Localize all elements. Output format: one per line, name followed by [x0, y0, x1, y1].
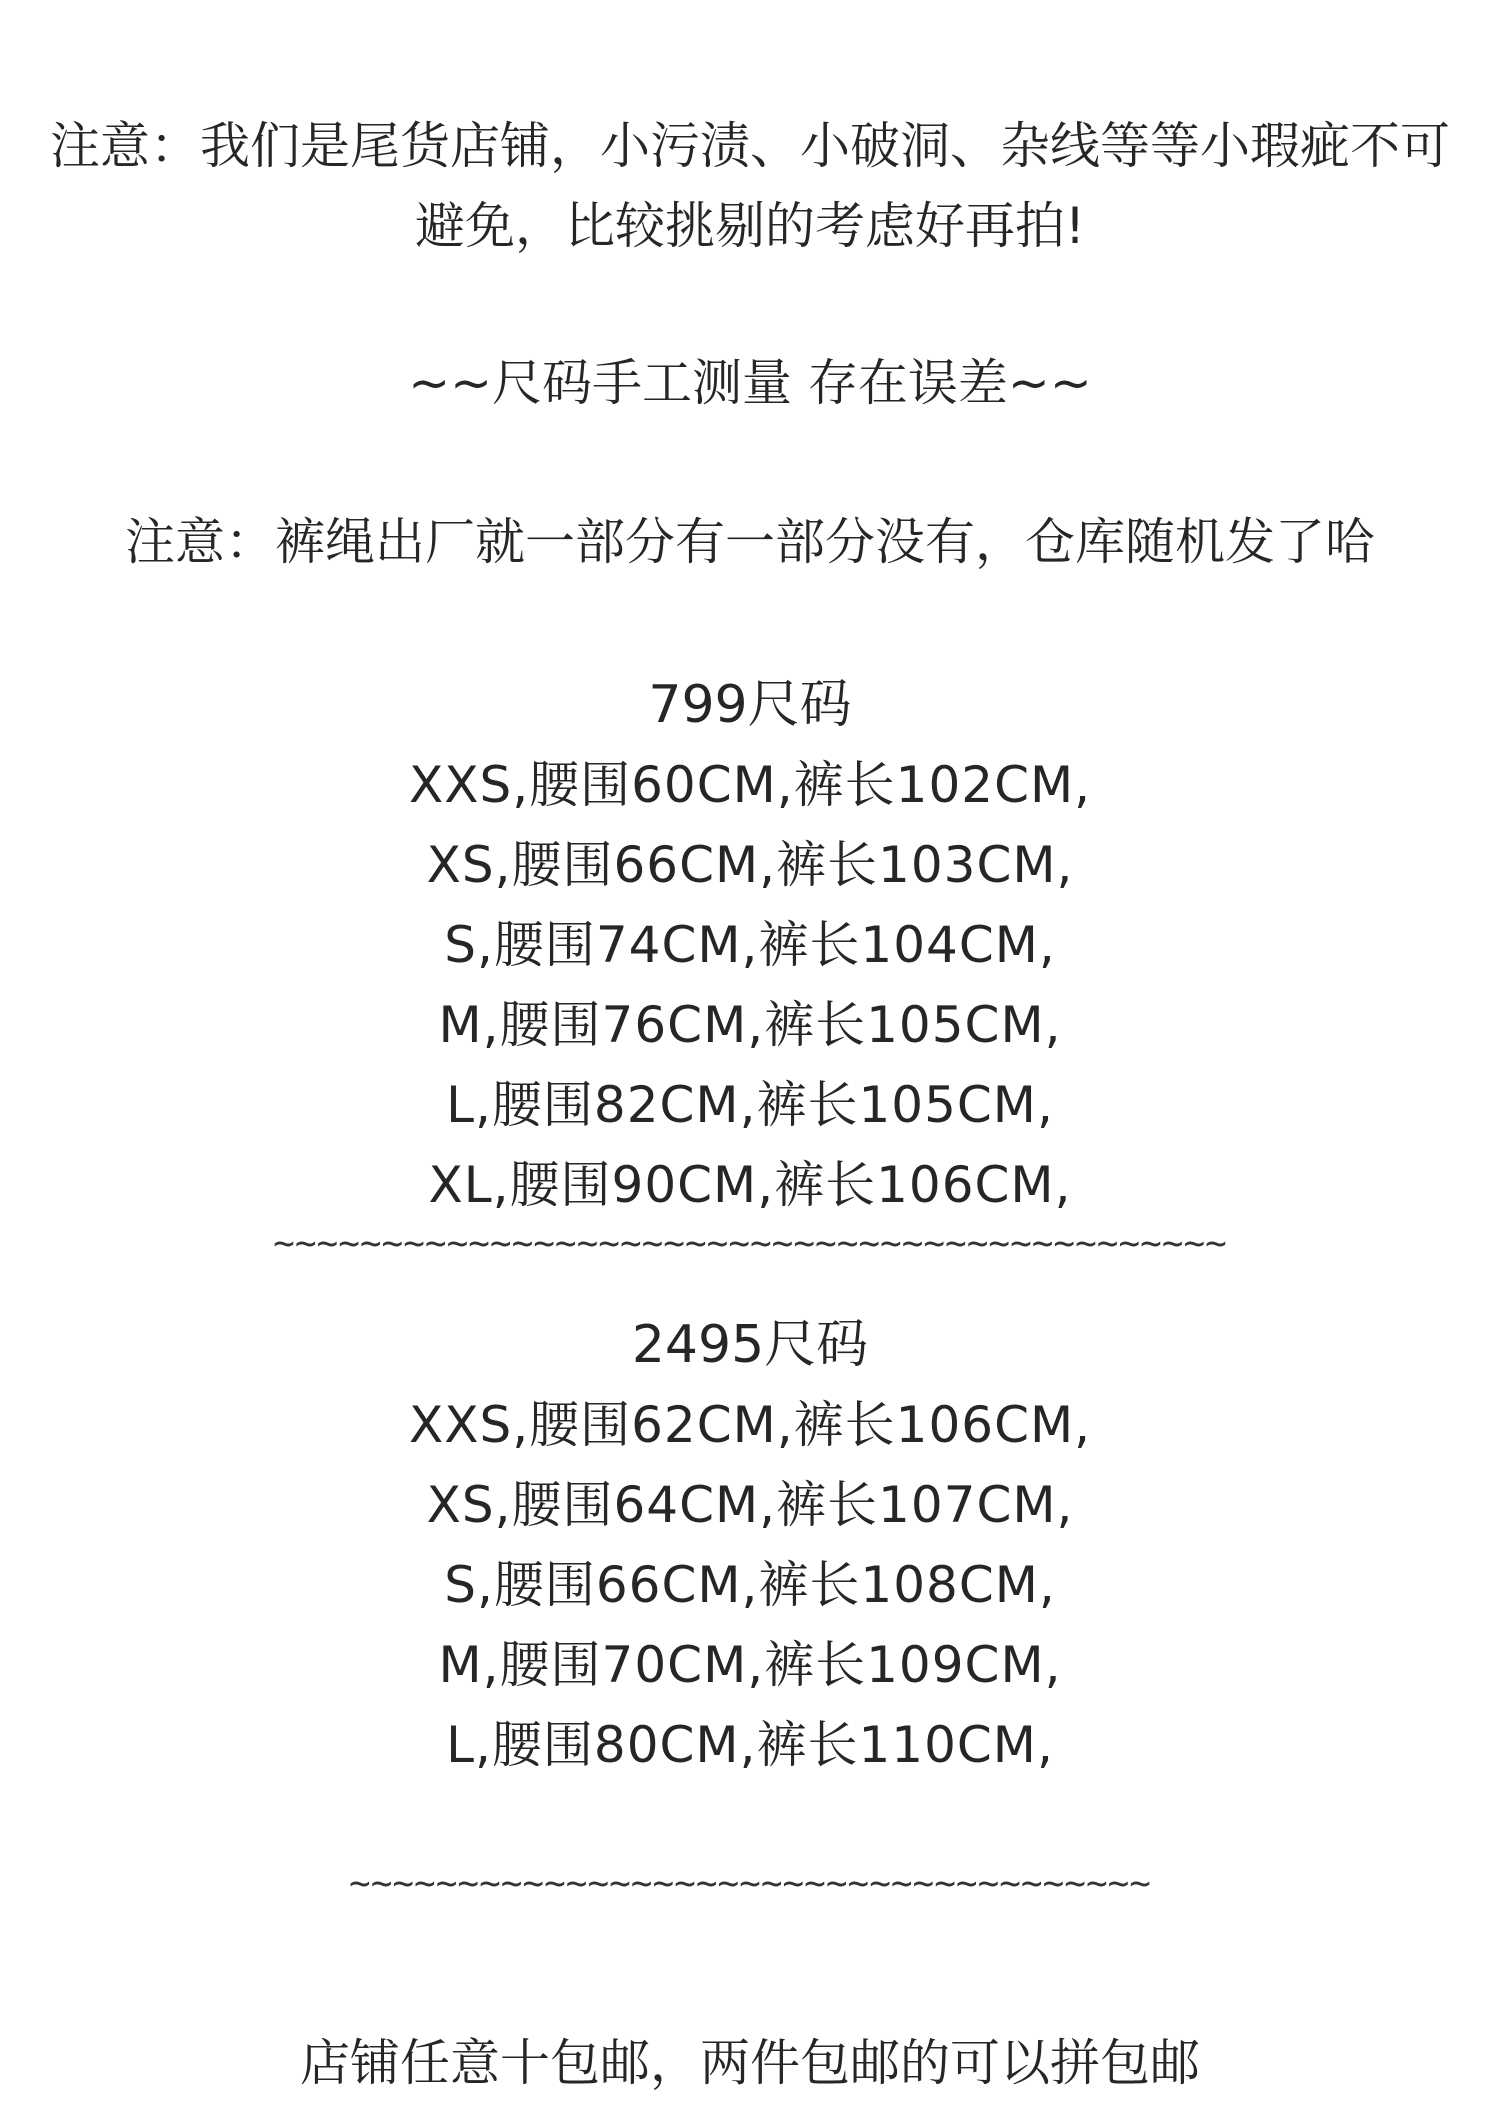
- tilde-divider: ~~~~~~~~~~~~~~~~~~~~~~~~~~~~~~~~~~~~~: [349, 1863, 1151, 1904]
- size-row: S,腰围66CM,裤长108CM,: [444, 1556, 1056, 1614]
- size-row: XS,腰围64CM,裤长107CM,: [426, 1476, 1074, 1534]
- size-chart-799-title: 799尺码: [648, 675, 852, 735]
- shipping-notice: 店铺任意十包邮，两件包邮的可以拼包邮: [300, 2034, 1200, 2092]
- size-row: L,腰围82CM,裤长105CM,: [446, 1076, 1054, 1134]
- size-row: L,腰围80CM,裤长110CM,: [446, 1716, 1054, 1774]
- size-row: M,腰围70CM,裤长109CM,: [438, 1636, 1062, 1694]
- size-row: XL,腰围90CM,裤长106CM,: [428, 1156, 1072, 1214]
- size-row: XXS,腰围62CM,裤长106CM,: [408, 1396, 1092, 1454]
- size-row: S,腰围74CM,裤长104CM,: [444, 916, 1056, 974]
- notice-line-1: 注意：我们是尾货店铺，小污渍、小破洞、杂线等等小瑕疵不可: [50, 117, 1450, 175]
- tilde-divider: ~~~~~~~~~~~~~~~~~~~~~~~~~~~~~~~~~~~~~~~~~~~~: [273, 1223, 1227, 1264]
- size-row: XS,腰围66CM,裤长103CM,: [426, 836, 1074, 894]
- drawstring-notice: 注意：裤绳出厂就一部分有一部分没有，仓库随机发了哈: [125, 513, 1375, 571]
- notice-line-2: 避免，比较挑剔的考虑好再拍!: [414, 197, 1086, 255]
- size-chart-2495-title: 2495尺码: [631, 1315, 869, 1375]
- size-row: XXS,腰围60CM,裤长102CM,: [408, 756, 1092, 814]
- measurement-notice: ~~尺码手工测量 存在误差~~: [408, 354, 1092, 412]
- size-row: M,腰围76CM,裤长105CM,: [438, 996, 1062, 1054]
